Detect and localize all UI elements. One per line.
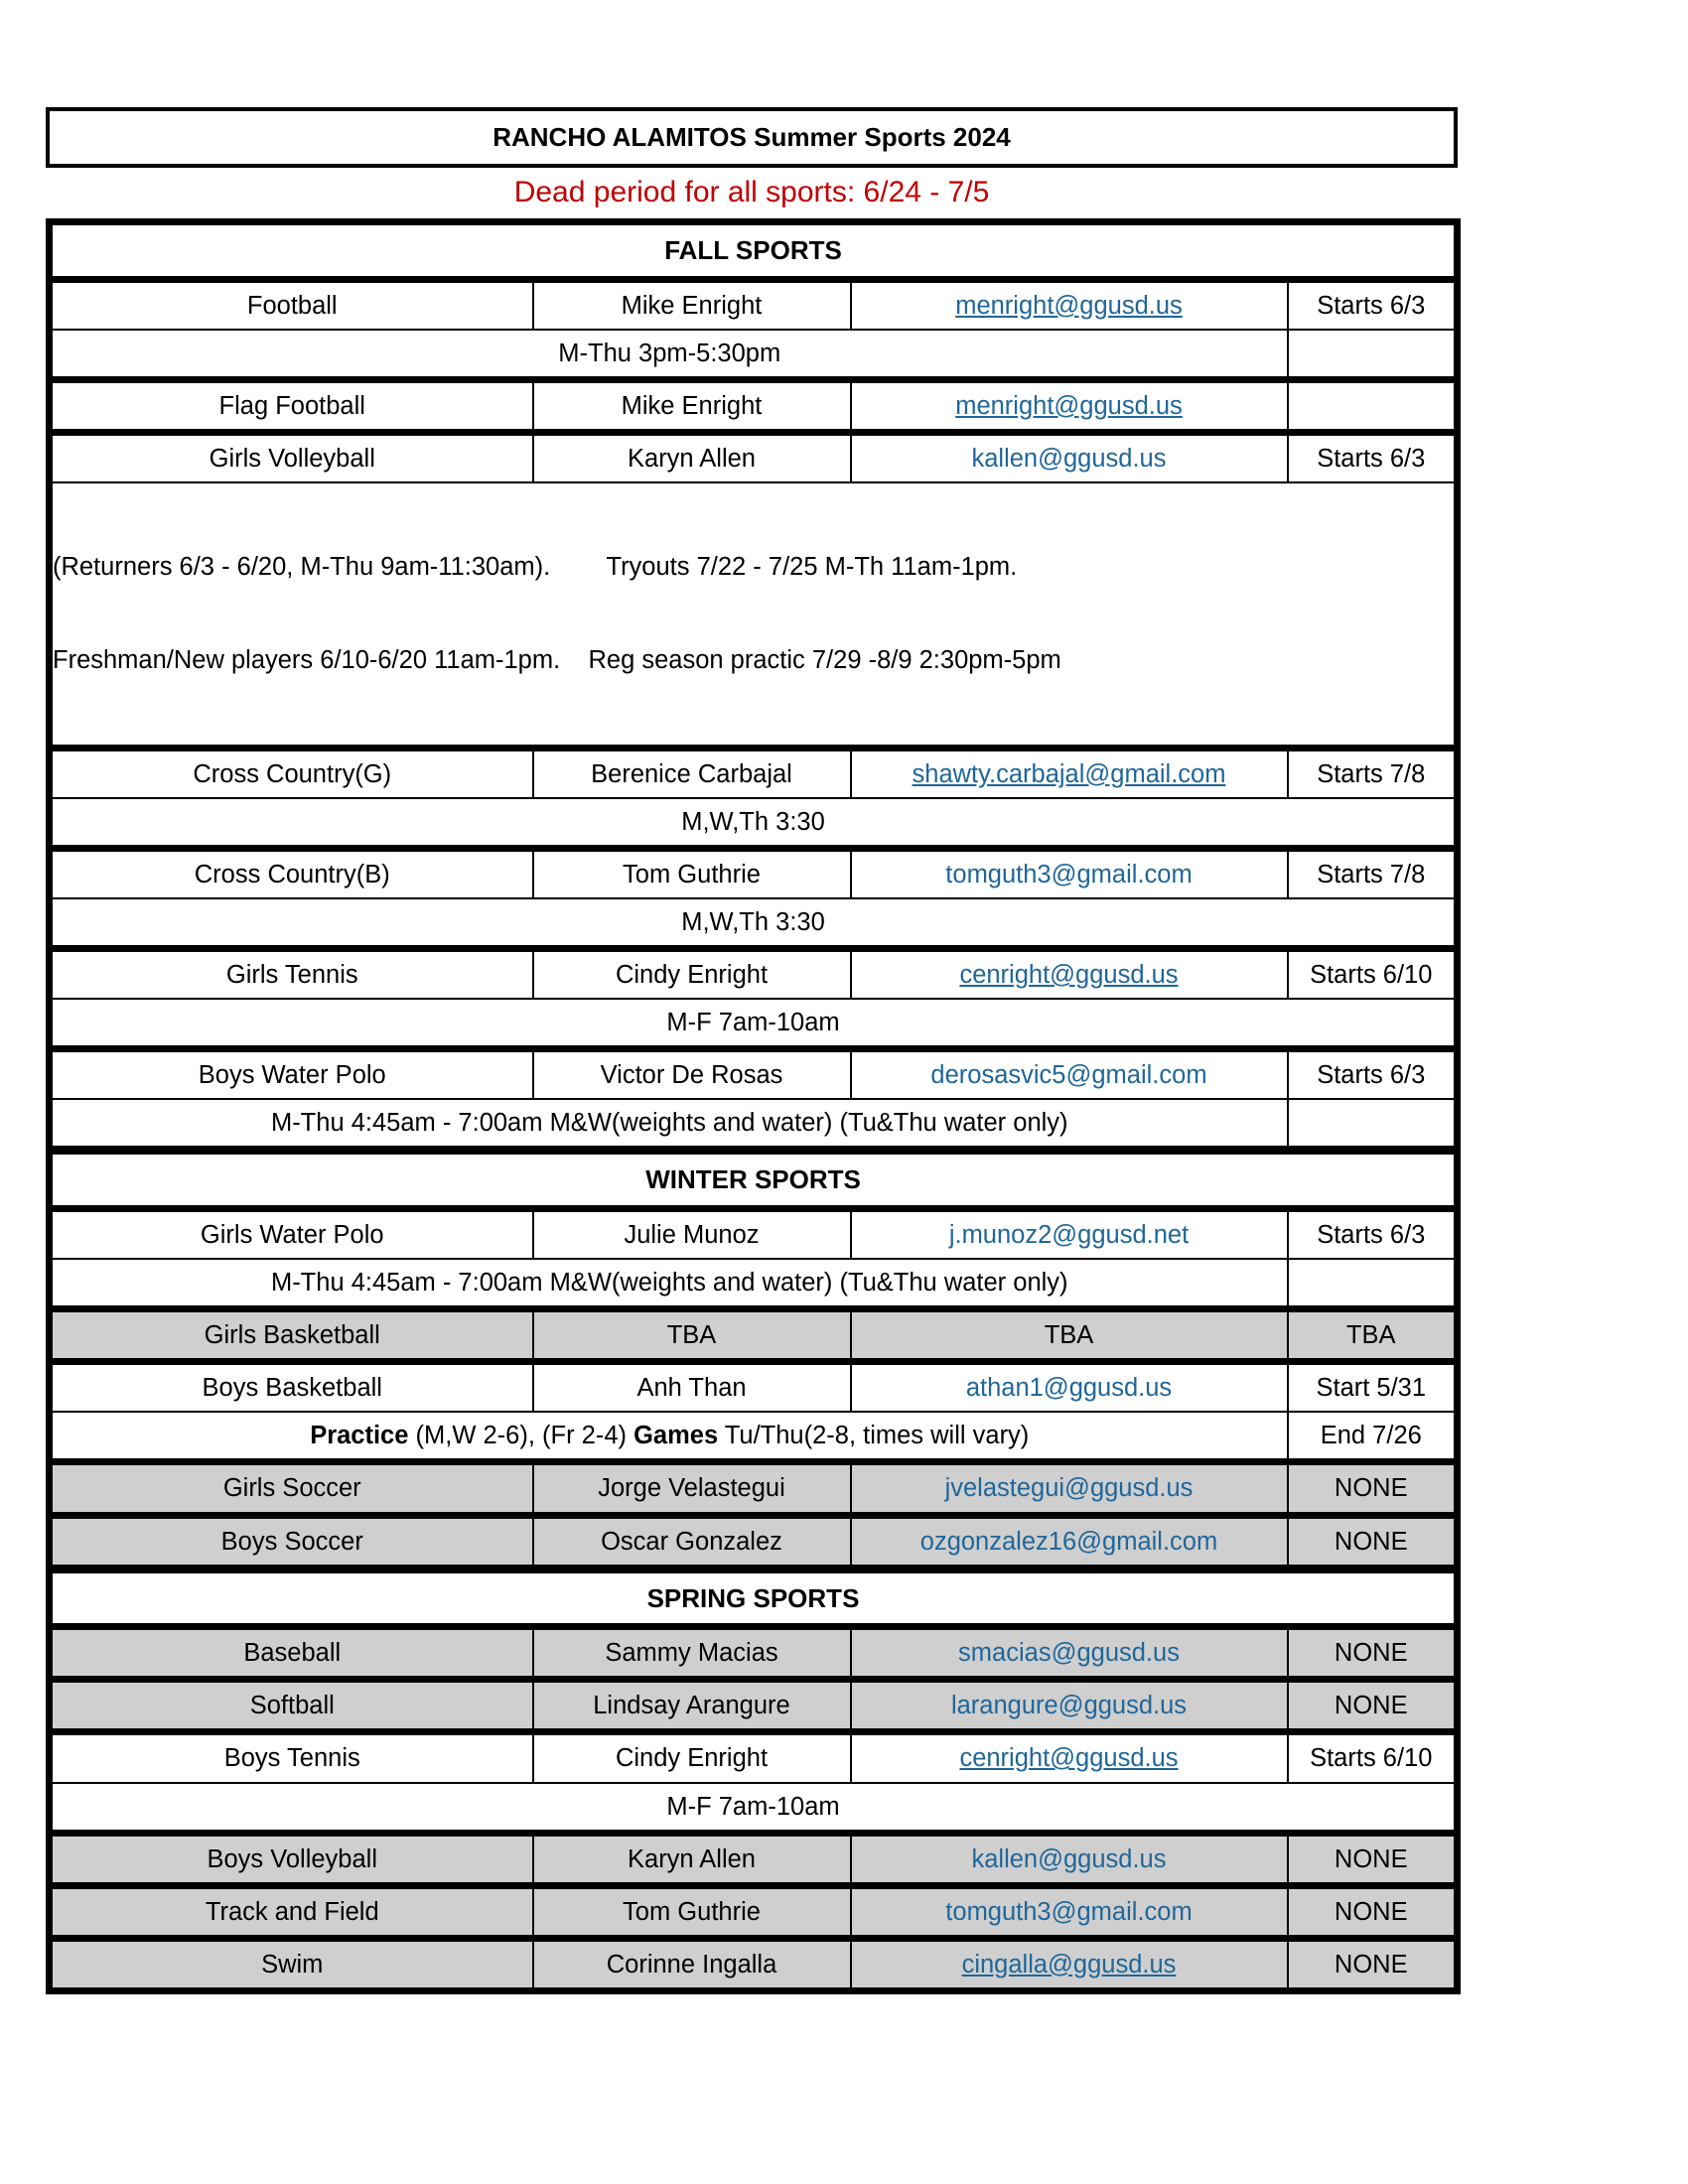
page-title: RANCHO ALAMITOS Summer Sports 2024 [48, 109, 1456, 166]
end-date: End 7/26 [1288, 1412, 1458, 1462]
table-row [50, 1938, 1458, 1990]
sport-name: Girls Water Polo [50, 1209, 533, 1260]
table-row [50, 1049, 1458, 1100]
coach-name: Oscar Gonzalez [533, 1515, 851, 1568]
start-date: NONE [1288, 1833, 1458, 1885]
table-row [50, 1680, 1458, 1732]
table-row [50, 379, 1458, 432]
email-link[interactable]: tomguth3@gmail.com [945, 860, 1193, 888]
practice-detail: (M,W 2-6), (Fr 2-4) [408, 1422, 634, 1450]
email-link[interactable]: larangure@ggusd.us [950, 1692, 1188, 1720]
coach-name: Karyn Allen [533, 432, 851, 482]
start-date: NONE [1288, 1938, 1458, 1990]
spring-sports-table [46, 1571, 1461, 1994]
sport-name: Boys Soccer [50, 1515, 533, 1568]
table-row [50, 1833, 1458, 1885]
table-row [50, 1362, 1458, 1413]
sport-name: Boys Basketball [50, 1362, 533, 1413]
table-note-row [50, 1099, 1458, 1150]
coach-email[interactable] [851, 1362, 1288, 1413]
section-title-spring: SPRING SPORTS [50, 1572, 1458, 1627]
sport-name: Girls Basketball [50, 1309, 533, 1362]
coach-email[interactable] [851, 1938, 1288, 1990]
coach-name: Mike Enright [533, 279, 851, 330]
sport-name: Girls Volleyball [50, 432, 533, 482]
start-date: Starts 6/3 [1288, 279, 1458, 330]
coach-email[interactable] [851, 432, 1288, 482]
email-link[interactable]: kallen@ggusd.us [971, 444, 1167, 473]
title-block [46, 107, 1458, 218]
table-row [50, 848, 1458, 898]
coach-name: Anh Than [533, 1362, 851, 1413]
fall-sports-table [46, 218, 1461, 1153]
start-date: Starts 7/8 [1288, 748, 1458, 798]
coach-name: Sammy Macias [533, 1627, 851, 1680]
email-link[interactable]: menright@ggusd.us [955, 391, 1183, 420]
email-link[interactable]: j.munoz2@ggusd.net [948, 1221, 1190, 1250]
section-title-fall: FALL SPORTS [50, 222, 1458, 280]
schedule-note: M-Thu 4:45am - 7:00am M&W(weights and water) (Tu&Thu water only) [50, 1259, 1288, 1309]
dead-period-notice: Dead period for all sports: 6/24 - 7/5 [48, 166, 1456, 218]
start-date: NONE [1288, 1680, 1458, 1732]
coach-email[interactable] [851, 1209, 1288, 1260]
coach-email[interactable] [851, 1833, 1288, 1885]
coach-name: TBA [533, 1309, 851, 1362]
start-date: Starts 6/3 [1288, 1209, 1458, 1260]
start-date: NONE [1288, 1462, 1458, 1515]
table-row [50, 1515, 1458, 1568]
schedule-note: M,W,Th 3:30 [50, 898, 1458, 949]
coach-name: Cindy Enright [533, 1732, 851, 1783]
schedule-note: M-Thu 4:45am - 7:00am M&W(weights and water) (Tu&Thu water only) [50, 1099, 1288, 1150]
table-row [50, 1732, 1458, 1783]
sport-name: Boys Tennis [50, 1732, 533, 1783]
sports-schedule-sheet [46, 107, 1454, 1994]
coach-email[interactable] [851, 848, 1288, 898]
sport-name: Flag Football [50, 379, 533, 432]
coach-email[interactable] [851, 949, 1288, 1000]
table-note-row [50, 330, 1458, 380]
table-row [50, 949, 1458, 1000]
table-note-row [50, 999, 1458, 1049]
email-link[interactable]: tomguth3@gmail.com [945, 1897, 1193, 1926]
coach-name: Julie Munoz [533, 1209, 851, 1260]
email-link[interactable]: smacias@ggusd.us [958, 1639, 1180, 1668]
coach-email: TBA [851, 1309, 1288, 1362]
email-link[interactable]: cenright@ggusd.us [959, 961, 1179, 990]
coach-name: Cindy Enright [533, 949, 851, 1000]
winter-sports-table [46, 1153, 1461, 1570]
start-date: Starts 6/3 [1288, 1049, 1458, 1100]
dead-period-row [48, 166, 1456, 218]
table-row [50, 1462, 1458, 1515]
email-link[interactable]: cenright@ggusd.us [959, 1744, 1179, 1773]
start-date: Start 5/31 [1288, 1362, 1458, 1413]
table-row [50, 1885, 1458, 1938]
document-title-row [48, 109, 1456, 166]
start-date-empty [1288, 1099, 1458, 1150]
table-note-row [50, 482, 1458, 748]
table-row [50, 1627, 1458, 1680]
email-link[interactable]: jvelastegui@ggusd.us [944, 1474, 1194, 1503]
sport-name: Softball [50, 1680, 533, 1732]
coach-email[interactable] [851, 1462, 1288, 1515]
coach-email[interactable] [851, 1049, 1288, 1100]
schedule-note: M-Thu 3pm-5:30pm [50, 330, 1288, 380]
coach-email[interactable] [851, 1627, 1288, 1680]
section-title-winter: WINTER SPORTS [50, 1154, 1458, 1208]
start-date: NONE [1288, 1515, 1458, 1568]
coach-name: Lindsay Arangure [533, 1680, 851, 1732]
coach-name: Tom Guthrie [533, 1885, 851, 1938]
sport-name: Girls Soccer [50, 1462, 533, 1515]
coach-email[interactable] [851, 279, 1288, 330]
section-header-fall [50, 222, 1458, 280]
sport-name: Cross Country(B) [50, 848, 533, 898]
email-link[interactable]: derosasvic5@gmail.com [930, 1061, 1207, 1090]
coach-name: Jorge Velastegui [533, 1462, 851, 1515]
table-row [50, 1309, 1458, 1362]
coach-name: Victor De Rosas [533, 1049, 851, 1100]
sport-name: Football [50, 279, 533, 330]
table-row [50, 432, 1458, 482]
sport-name: Swim [50, 1938, 533, 1990]
sport-name: Boys Water Polo [50, 1049, 533, 1100]
coach-email[interactable] [851, 379, 1288, 432]
table-row [50, 748, 1458, 798]
table-note-row [50, 1412, 1458, 1462]
email-link[interactable]: athan1@ggusd.us [965, 1374, 1173, 1403]
start-date: Starts 6/3 [1288, 432, 1458, 482]
volleyball-schedule-note [50, 482, 1458, 748]
start-date: NONE [1288, 1627, 1458, 1680]
table-row [50, 279, 1458, 330]
start-date-empty [1288, 1259, 1458, 1309]
schedule-note: M-F 7am-10am [50, 1783, 1458, 1834]
sport-name: Track and Field [50, 1885, 533, 1938]
basketball-schedule-note [50, 1412, 1288, 1462]
sport-name: Cross Country(G) [50, 748, 533, 798]
email-link[interactable]: menright@ggusd.us [955, 291, 1183, 320]
games-detail: Tu/Thu(2-8, times will vary) [718, 1422, 1030, 1450]
table-note-row [50, 798, 1458, 849]
coach-email[interactable] [851, 1515, 1288, 1568]
sport-name: Girls Tennis [50, 949, 533, 1000]
sport-name: Baseball [50, 1627, 533, 1680]
table-note-row [50, 1259, 1458, 1309]
table-note-row [50, 1783, 1458, 1834]
start-date [1288, 379, 1458, 432]
start-date: TBA [1288, 1309, 1458, 1362]
email-link[interactable]: shawty.carbajal@gmail.com [912, 759, 1226, 788]
games-label: Games [633, 1422, 719, 1450]
coach-email[interactable] [851, 748, 1288, 798]
coach-email[interactable] [851, 1680, 1288, 1732]
volleyball-note-line-1: (Returners 6/3 - 6/20, M-Thu 9am-11:30am). Tryouts 7/22 - 7/25 M-Th 11am-1pm. [53, 553, 1018, 582]
table-note-row [50, 898, 1458, 949]
section-header-winter [50, 1154, 1458, 1208]
section-header-spring [50, 1572, 1458, 1627]
schedule-note: M,W,Th 3:30 [50, 798, 1458, 849]
practice-label: Practice [310, 1422, 409, 1450]
coach-name: Tom Guthrie [533, 848, 851, 898]
start-date-empty [1288, 330, 1458, 380]
email-link[interactable]: kallen@ggusd.us [971, 1844, 1167, 1873]
sport-name: Boys Volleyball [50, 1833, 533, 1885]
schedule-note: M-F 7am-10am [50, 999, 1458, 1049]
coach-name: Berenice Carbajal [533, 748, 851, 798]
coach-name: Karyn Allen [533, 1833, 851, 1885]
start-date: Starts 6/10 [1288, 1732, 1458, 1783]
coach-name: Mike Enright [533, 379, 851, 432]
start-date: NONE [1288, 1885, 1458, 1938]
email-link[interactable]: ozgonzalez16@gmail.com [919, 1527, 1218, 1556]
start-date: Starts 6/10 [1288, 949, 1458, 1000]
coach-email[interactable] [851, 1885, 1288, 1938]
coach-name: Corinne Ingalla [533, 1938, 851, 1990]
volleyball-note-line-2: Freshman/New players 6/10-6/20 11am-1pm. Reg season practic 7/29 -8/9 2:30pm-5pm [53, 645, 1061, 674]
table-row [50, 1209, 1458, 1260]
start-date: Starts 7/8 [1288, 848, 1458, 898]
email-link[interactable]: cingalla@ggusd.us [961, 1950, 1177, 1979]
coach-email[interactable] [851, 1732, 1288, 1783]
